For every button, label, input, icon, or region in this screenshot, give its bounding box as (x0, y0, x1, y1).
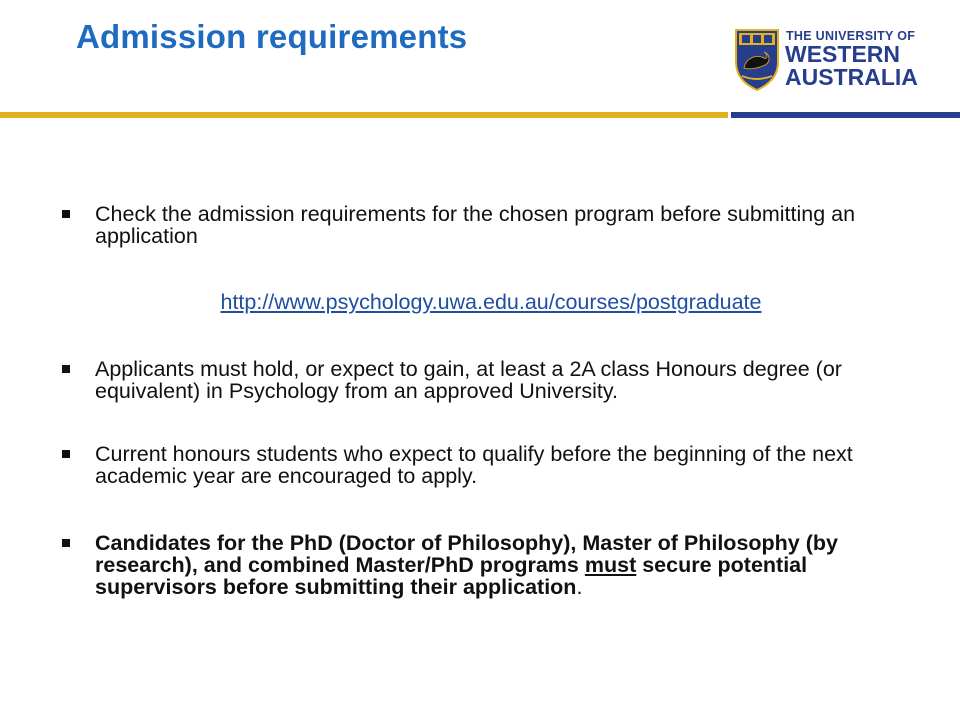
logo-line-australia: AUSTRALIA (785, 64, 918, 90)
bullet-text: Applicants must hold, or expect to gain, at least a 2A class Honours degree (or equivalent) in Psychology from an approved University. (95, 357, 842, 403)
square-bullet-icon (62, 539, 70, 547)
bullet-text (95, 532, 912, 598)
bullet-check-requirements (62, 203, 912, 247)
header-divider (0, 112, 960, 118)
emphasis-must: must (584, 553, 637, 577)
square-bullet-icon (62, 450, 70, 458)
square-bullet-icon (62, 365, 70, 373)
navy-bar (731, 112, 960, 118)
bullet-text: Current honours students who expect to qualify before the beginning of the next academic year are encouraged to apply. (95, 442, 853, 488)
logo-line-the-university-of: THE UNIVERSITY OF (786, 29, 916, 43)
bullet-text: Check the admission requirements for the chosen program before submitting an application (95, 202, 856, 248)
square-bullet-icon (62, 210, 70, 218)
logo-line-western: WESTERN (785, 41, 900, 67)
postgraduate-courses-link[interactable]: http://www.psychology.uwa.edu.au/courses/postgraduate (220, 290, 762, 314)
page-title: Admission requirements (76, 18, 468, 55)
bullet-honours-requirement (62, 358, 912, 402)
crest-icon (734, 28, 780, 92)
bullet-text-period: . (576, 575, 583, 599)
university-logo (734, 28, 944, 96)
bullet-text-part1: Candidates for the PhD (Doctor of Philosophy), Master of Philosophy (by research), and combined Master/PhD programs (95, 531, 838, 577)
bullet-current-honours-students (62, 443, 912, 487)
gold-bar (0, 112, 728, 118)
bullet-phd-supervisors (62, 532, 912, 598)
bullet-text-part2: secure potential supervisors before submitting their application (95, 553, 808, 599)
